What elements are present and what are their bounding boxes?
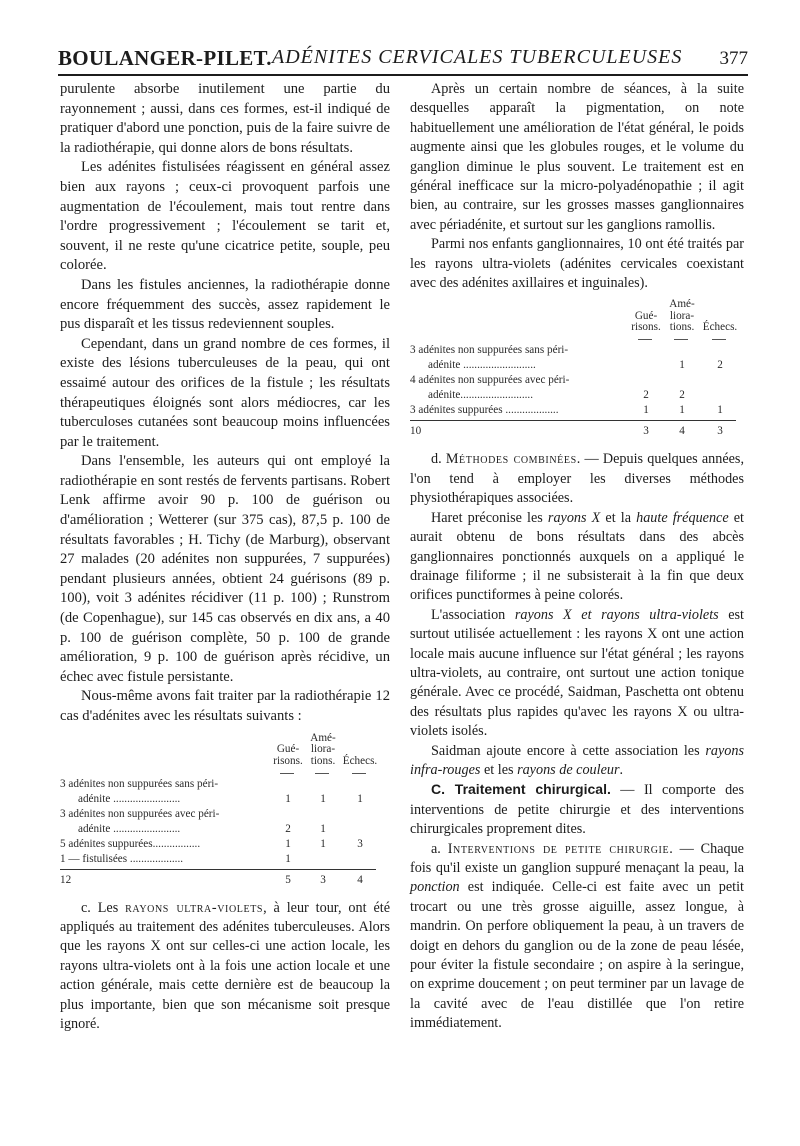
table-row <box>410 373 730 388</box>
cell-value: 1 <box>320 837 326 850</box>
header-title: ADÉNITES CERVICALES TUBERCULEUSES <box>272 46 683 68</box>
total-value: 3 <box>320 873 326 886</box>
row-label: 5 adénites suppurées................. <box>60 837 201 850</box>
row-label: 3 adénites suppurées ................... <box>410 404 559 417</box>
cell-value: 1 <box>643 404 649 417</box>
table-row-continued <box>410 388 730 403</box>
column-rule <box>280 773 294 774</box>
paragraph <box>60 899 390 1035</box>
paragraph: Les adénites fistulisées réagissent en général assez bien aux rayons ; ceux-ci provoquent parfois une augmentation de l'écoulement, mais tout rentre dans l'ordre progressivement ; l'écoulement se tarit et, souvent, il ne reste qu'une cicatrice petite, souple, peu colorée. <box>60 159 390 274</box>
text-run: . — Chaque fois qu'il existe un ganglion suppuré menaçant la peau, la <box>410 840 744 876</box>
table-row <box>60 777 390 792</box>
header-authors: BOULANGER-PILET. <box>58 46 272 70</box>
paragraph: Cependant, dans un grand nombre de ces formes, il existe des lésions tuberculeuses de la peau, qui ont essaimé autour des orifices de la fistule ; les résultats thérapeutiques éloignés sont alors médiocres, car les tuberculoses cutanées sont beaucoup moins influencées par le traitement. <box>60 335 390 450</box>
row-label: adénite ........................ <box>78 792 181 805</box>
cell-value: 2 <box>643 389 649 402</box>
row-label: adénite.......................... <box>428 389 534 402</box>
paragraph <box>410 742 744 781</box>
total-label: 12 <box>60 873 72 886</box>
column-header: Amé- liora- tions. <box>669 298 695 334</box>
cell-value: 3 <box>357 837 363 850</box>
total-label: 10 <box>410 425 422 438</box>
cell-value: 1 <box>320 792 326 805</box>
column-header: Amé- liora- tions. <box>310 731 336 767</box>
row-label: adénite .......................... <box>428 359 536 372</box>
paragraph <box>410 840 744 1034</box>
cell-value: 2 <box>679 389 685 402</box>
text-run: et la <box>600 509 637 526</box>
results-table-radiotherapy <box>60 733 390 889</box>
right-column <box>410 80 744 1034</box>
total-value: 3 <box>717 425 723 438</box>
total-value: 4 <box>679 425 685 438</box>
paragraph: Nous-même avons fait traiter par la radiothérapie 12 cas d'adénites avec les résultats suivants : <box>60 688 390 724</box>
section-letter: d. <box>431 451 446 468</box>
italic-term: rayons infra-rouges <box>410 742 744 778</box>
table-row-continued <box>60 822 390 837</box>
column-rule <box>638 339 652 340</box>
row-label: 3 adénites non suppurées sans péri- <box>60 777 219 790</box>
table-header <box>60 733 390 777</box>
text-run: est indiquée. Celle-ci est faite avec un petit trocart ou une très grosse aiguille, assez longue, à mandrin. On perfore obliquement la peau, à un travers de doigt en dehors du ganglion ou de la zone de peau lésée, pour éviter la fistule secondaire ; on aspire à la seringue, on exprime doucement ; on peut terminer par un lavage de la cavité avec de l'eau distillée que l'on retire immédiatement. <box>410 879 744 1032</box>
section-letter: a. <box>431 840 448 857</box>
table-row <box>410 403 730 418</box>
column-header: Gué- risons. <box>273 743 303 767</box>
total-value: 3 <box>643 425 649 438</box>
section-heading: Interventions de petite chirurgie <box>447 840 670 857</box>
text-run: est surtout utilisée actuellement : les rayons X ont une action locale mais aucune influence sur l'état général ; les rayons ultra-violets, au contraire, ont surtout une action tonique générale. Avec ce procédé, Saidman, Paschetta ont obtenu des résultats plus rapides qu'avec les rayons X ou ultra-violets isolés. <box>410 606 744 740</box>
column-header: Échecs. <box>702 321 738 334</box>
table-row-continued <box>60 792 390 807</box>
table-total-row <box>410 422 730 440</box>
column-rule <box>674 339 688 340</box>
cell-value: 1 <box>717 404 723 417</box>
italic-term: rayons X <box>547 509 601 526</box>
paragraph-text: , à leur tour, ont été appliqués au traitement des adénites tuberculeuses. Alors que les rayons X ont sur celles-ci une action locale, les rayons ultra-violets ont à la fois une action locale et une action générale, mais cette dernière est de beaucoup la plus importante, bien que son mécanisme soit presque ignoré. <box>60 899 390 1033</box>
total-rule <box>60 869 376 870</box>
column-rule <box>712 339 726 340</box>
paragraph: Dans les fistules anciennes, la radiothérapie donne encore fréquemment des succès, assez rapidement le pus disparaît et les tissus redeviennent souples. <box>60 276 390 333</box>
results-table-ultraviolet <box>410 298 738 440</box>
cell-value: 1 <box>285 837 291 850</box>
table-header <box>410 298 738 343</box>
column-rule <box>352 773 366 774</box>
table-row-continued <box>410 358 730 373</box>
cell-value: 1 <box>320 822 326 835</box>
cell-value: 1 <box>679 359 685 372</box>
text-run: et aurait obtenu de bons résultats dans des abcès ganglionnaires ponctionnés auxquels on a appliqué le drainage filiforme ; il ne subsisterait à la fin que deux orifices punctiformes à peine colorés. <box>410 509 744 604</box>
row-label: 3 adénites non suppurées avec péri- <box>60 807 220 820</box>
paragraph-text: . — Depuis quelques années, l'on tend à employer les diverses méthodes physiothérapiques associées. <box>410 451 745 507</box>
column-header: Échecs. <box>342 754 378 767</box>
italic-term: haute fréquence <box>636 509 729 526</box>
text-run: . <box>619 761 624 778</box>
total-value: 4 <box>357 873 363 886</box>
section-letter: c. Les <box>81 899 126 916</box>
row-label: adénite ........................ <box>78 822 181 835</box>
cell-value: 2 <box>717 359 723 372</box>
page-number: 377 <box>719 48 748 69</box>
paragraph: Dans l'ensemble, les auteurs qui ont employé la radiothérapie en sont restés de fervents partisans. Robert Lenk affirme avoir 90 p. 100 de guérison ou d'amélioration ; Wetterer (sur 375 cas), 87,5 p. 100 de résultats favorables ; H. Tichy (de Marburg), observant 27 malades (20 adénites non suppurées, 7 suppurées) pendant plusieurs années, obtient 24 guérisons (89 p. 100), voit 3 adénites récidiver (11 p. 100) ; Runstrom (de Copenhague), sur 145 cas observés en dix ans, a 40 p. 100 de guérison complète, 50 p. 100 de grande amélioration, 9 p. 100 de guérison après récidive, un échec avec fistule persistante. <box>60 453 390 685</box>
table-total-row <box>60 871 390 889</box>
italic-term: rayons X et rayons ultra-violets <box>514 606 719 623</box>
cell-value: 1 <box>285 792 291 805</box>
text-run: Haret préconise les <box>431 509 548 526</box>
text-run: Saidman ajoute encore à cette association les <box>431 742 706 759</box>
left-column <box>60 80 390 1034</box>
cell-value: 1 <box>679 404 685 417</box>
section-heading: rayons ultra-violets <box>125 899 264 916</box>
section-heading: Méthodes combinées <box>445 451 577 468</box>
table-row <box>60 837 390 852</box>
paragraph <box>410 780 744 839</box>
paragraph <box>410 509 744 606</box>
paragraph: purulente absorbe inutilement une partie du rayonnement ; aussi, dans ces formes, est-il indiqué de pratiquer d'abord une ponction, puis de la faire suivre de la radiothérapie, qui donne alors de bons résultats. <box>60 81 390 156</box>
cell-value: 1 <box>285 852 291 865</box>
cell-value: 1 <box>357 792 363 805</box>
cell-value: 2 <box>285 822 291 835</box>
table-row <box>60 852 390 867</box>
column-rule <box>315 773 329 774</box>
section-heading: C. Traitement chirurgical. <box>431 781 611 798</box>
column-header: Gué- risons. <box>631 309 661 334</box>
paragraph-text: — Il comporte des interventions de petite chirurgie et des interventions chirurgicales proprement dites. <box>410 782 744 838</box>
italic-term: rayons de couleur <box>517 761 620 778</box>
total-rule <box>410 420 736 421</box>
total-value: 5 <box>285 873 291 886</box>
paragraph: Parmi nos enfants ganglionnaires, 10 ont été traités par les rayons ultra-violets (adénites cervicales coexistant avec des adénites axillaires et inguinales). <box>410 236 744 292</box>
row-label: 4 adénites non suppurées avec péri- <box>410 374 570 387</box>
running-header <box>58 44 748 76</box>
text-run: et les <box>480 761 518 778</box>
table-row <box>60 807 390 822</box>
row-label: 1 — fistulisées ................... <box>60 852 184 865</box>
italic-term: ponction <box>410 879 460 896</box>
paragraph <box>410 450 744 508</box>
table-row <box>410 343 730 358</box>
row-label: 3 adénites non suppurées sans péri- <box>410 344 569 357</box>
paragraph: Après un certain nombre de séances, à la suite desquelles apparaît la pigmentation, on note habituellement une amélioration de l'état général, le poids augmente ainsi que les globules rouges, et le volume du ganglion diminue le plus souvent. Le traitement est en général inefficace sur la micro-polyadénopathie ; il agit bien, au contraire, sur les grosses masses ganglionnaires avec périadénite, et surtout sur les ganglions ramollis. <box>410 81 744 233</box>
text-run: L'association <box>431 606 515 623</box>
paragraph <box>410 606 744 742</box>
